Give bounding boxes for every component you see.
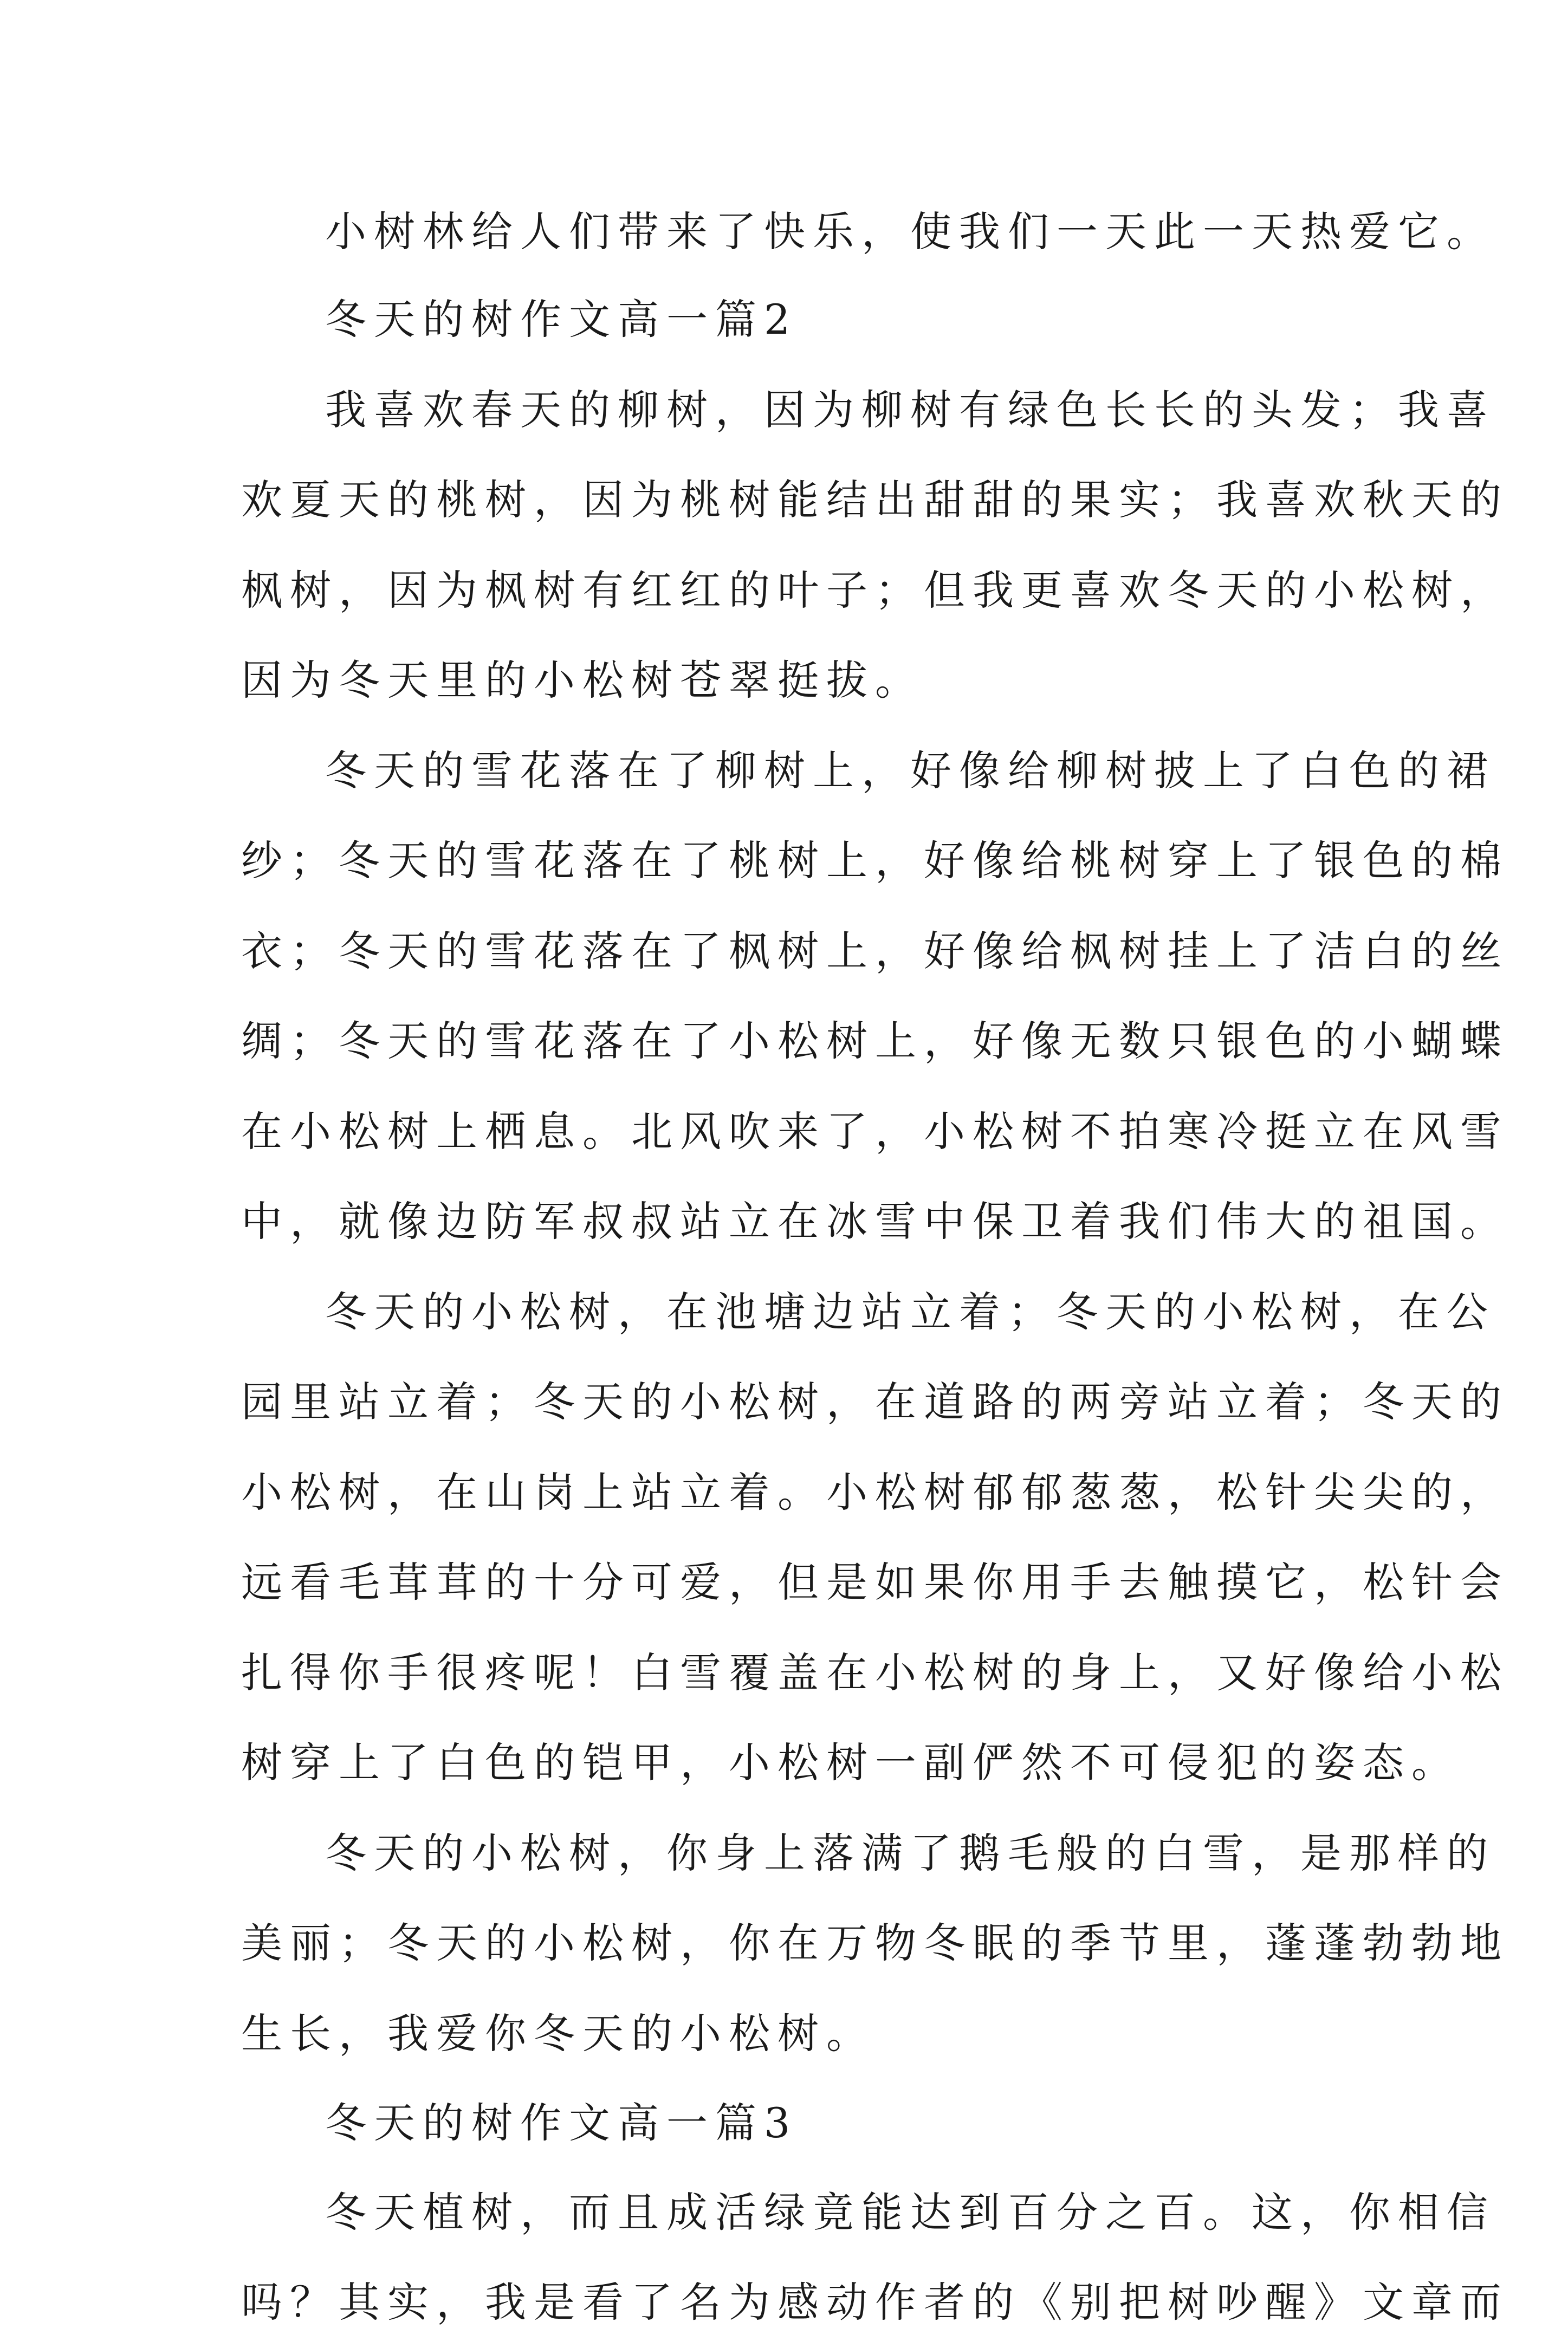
text-line: 远看毛茸茸的十分可爱，但是如果你用手去触摸它，松针会 — [241, 1558, 1509, 1606]
text-line: 小树林给人们带来了快乐，使我们一天此一天热爱它。 — [325, 207, 1495, 256]
text-line: 在小松树上栖息。北风吹来了，小松树不拍寒冷挺立在风雪 — [241, 1107, 1509, 1156]
text-line: 园里站立着；冬天的小松树，在道路的两旁站立着；冬天的 — [241, 1378, 1509, 1426]
text-line: 中，就像边防军叔叔站立在冰雪中保卫着我们伟大的祖国。 — [241, 1197, 1509, 1246]
text-line: 吗？其实，我是看了名为感动作者的《别把树吵醒》文章而 — [241, 2278, 1509, 2326]
text-line: 欢夏天的桃树，因为桃树能结出甜甜的果实；我喜欢秋天的 — [241, 476, 1509, 524]
section-heading: 冬天的树作文高一篇2 — [325, 295, 798, 343]
text-line: 冬天的小松树，你身上落满了鹅毛般的白雪，是那样的 — [325, 1829, 1495, 1877]
text-line: 绸；冬天的雪花落在了小松树上，好像无数只银色的小蝴蝶 — [241, 1017, 1509, 1065]
text-line: 生长，我爱你冬天的小松树。 — [241, 2009, 875, 2058]
text-line: 因为冬天里的小松树苍翠挺拔。 — [241, 656, 924, 704]
text-line: 冬天的雪花落在了柳树上，好像给柳树披上了白色的裙 — [325, 747, 1495, 795]
text-line: 衣；冬天的雪花落在了枫树上，好像给枫树挂上了洁白的丝 — [241, 927, 1509, 975]
text-line: 纱；冬天的雪花落在了桃树上，好像给桃树穿上了银色的棉 — [241, 836, 1509, 885]
text-line: 冬天植树，而且成活绿竟能达到百分之百。这，你相信 — [325, 2188, 1495, 2236]
section-heading: 冬天的树作文高一篇3 — [325, 2099, 798, 2147]
text-line: 树穿上了白色的铠甲，小松树一副俨然不可侵犯的姿态。 — [241, 1739, 1460, 1787]
text-line: 冬天的小松树，在池塘边站立着；冬天的小松树，在公 — [325, 1288, 1495, 1336]
text-line: 小松树，在山岗上站立着。小松树郁郁葱葱，松针尖尖的， — [241, 1468, 1509, 1516]
text-line: 扎得你手很疼呢！白雪覆盖在小松树的身上，又好像给小松 — [241, 1649, 1509, 1697]
text-line: 我喜欢春天的柳树，因为柳树有绿色长长的头发；我喜 — [325, 386, 1495, 434]
text-line: 美丽；冬天的小松树，你在万物冬眠的季节里，蓬蓬勃勃地 — [241, 1919, 1509, 1967]
text-line: 枫树，因为枫树有红红的叶子；但我更喜欢冬天的小松树， — [241, 566, 1509, 614]
